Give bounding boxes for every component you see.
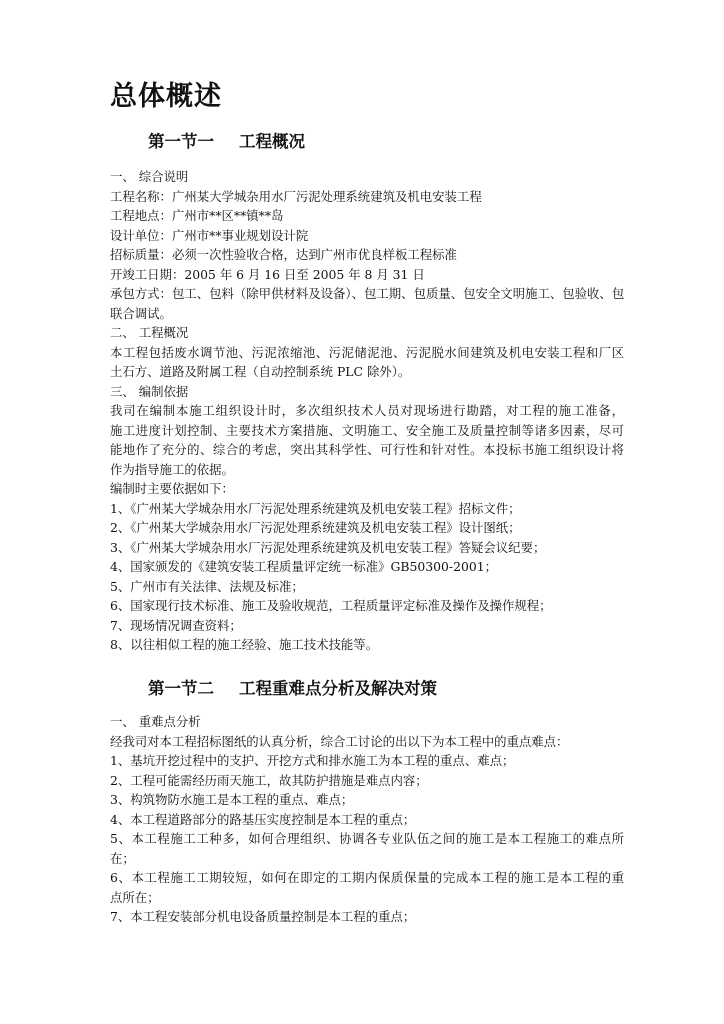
section-2-name: 工程重难点分析及解决对策 xyxy=(239,679,437,698)
body-line: 三、 编制依据 xyxy=(110,383,189,399)
body-line: 4、本工程道路部分的路基压实度控制是本工程的重点； xyxy=(110,811,416,827)
section-1-heading xyxy=(148,130,305,154)
body-line: 3、构筑物防水施工是本工程的重点、难点； xyxy=(110,792,354,807)
body-line: 本工程包括废水调节池、污泥浓缩池、污泥储泥池、污泥脱水间建筑及机电安装工程和厂区 xyxy=(110,344,624,360)
section-1-body xyxy=(110,167,624,655)
body-line: 2、《广州某大学城杂用水厂污泥处理系统建筑及机电安装工程》设计图纸； xyxy=(110,520,521,535)
body-line: 联合调试。 xyxy=(110,305,172,321)
body-line: 8、以往相似工程的施工经验、施工技术技能等。 xyxy=(110,637,379,652)
body-line: 点所在； xyxy=(110,889,160,905)
body-line: 6、国家现行技术标准、施工及验收规范，工程质量评定标准及操作及操作规程； xyxy=(110,598,552,613)
section-1-number: 第一节一 xyxy=(148,132,214,151)
body-line: 作为指导施工的依据。 xyxy=(110,461,234,477)
body-line: 在； xyxy=(110,850,135,866)
body-line: 7、现场情况调查资料； xyxy=(110,617,242,633)
body-line: 开竣工日期：2005 年 6 月 16 日至 2005 年 8 月 31 日 xyxy=(110,266,425,282)
section-2-body xyxy=(110,712,624,927)
body-line: 土石方、道路及附属工程（自动控制系统 PLC 除外）。 xyxy=(110,364,411,379)
body-line: 一、 综合说明 xyxy=(110,169,189,184)
body-line: 3、《广州某大学城杂用水厂污泥处理系统建筑及机电安装工程》答疑会议纪要； xyxy=(110,539,546,555)
body-line: 施工进度计划控制、主要技术方案措施、文明施工、安全施工及质量控制等诸多因素，尽可 xyxy=(110,422,624,438)
body-line: 设计单位：广州市**事业规划设计院 xyxy=(110,227,309,243)
body-line: 招标质量：必须一次性验收合格，达到广州市优良样板工程标准 xyxy=(110,247,457,262)
body-line: 经我司对本工程招标图纸的认真分析，综合工讨论的出以下为本工程中的重点难点： xyxy=(110,733,569,749)
body-line: 4、国家颁发的《建筑安装工程质量评定统一标准》GB50300-2001； xyxy=(110,559,498,574)
body-line: 2、工程可能需经历雨天施工，故其防护措施是难点内容； xyxy=(110,772,428,788)
body-line: 承包方式：包工、包料（除甲供材料及设备）、包工期、包质量、包安全文明施工、包验收、包 xyxy=(110,286,625,301)
section-1-name: 工程概况 xyxy=(239,132,305,151)
body-line: 工程名称：广州某大学城杂用水厂污泥处理系统建筑及机电安装工程 xyxy=(110,188,482,204)
body-line: 6、本工程施工工期较短，如何在即定的工期内保质保量的完成本工程的施工是本工程的重 xyxy=(110,870,624,885)
body-line: 1、《广州某大学城杂用水厂污泥处理系统建筑及机电安装工程》招标文件； xyxy=(110,500,521,516)
document-title: 总体概述 xyxy=(110,81,222,112)
section-2-number: 第一节二 xyxy=(148,679,214,698)
body-line: 5、广州市有关法律、法规及标准； xyxy=(110,578,304,594)
body-line: 二、 工程概况 xyxy=(110,325,189,340)
body-line: 一、 重难点分析 xyxy=(110,714,201,729)
body-line: 1、基坑开挖过程中的支护、开挖方式和排水施工为本工程的重点、难点； xyxy=(110,753,515,768)
section-2-heading xyxy=(148,677,437,701)
body-line: 编制时主要依据如下： xyxy=(110,481,234,496)
body-line: 我司在编制本施工组织设计时，多次组织技术人员对现场进行勘踏，对工程的施工准备， xyxy=(110,403,624,418)
body-line: 5、本工程施工工种多，如何合理组织、协调各专业队伍之间的施工是本工程施工的难点所 xyxy=(110,831,624,846)
body-line: 能地作了充分的、综合的考虑，突出其科学性、可行性和针对性。本投标书施工组织设计将 xyxy=(110,442,624,457)
body-line: 工程地点：广州市**区**镇**岛 xyxy=(110,208,284,223)
body-line: 7、本工程安装部分机电设备质量控制是本工程的重点； xyxy=(110,909,416,924)
